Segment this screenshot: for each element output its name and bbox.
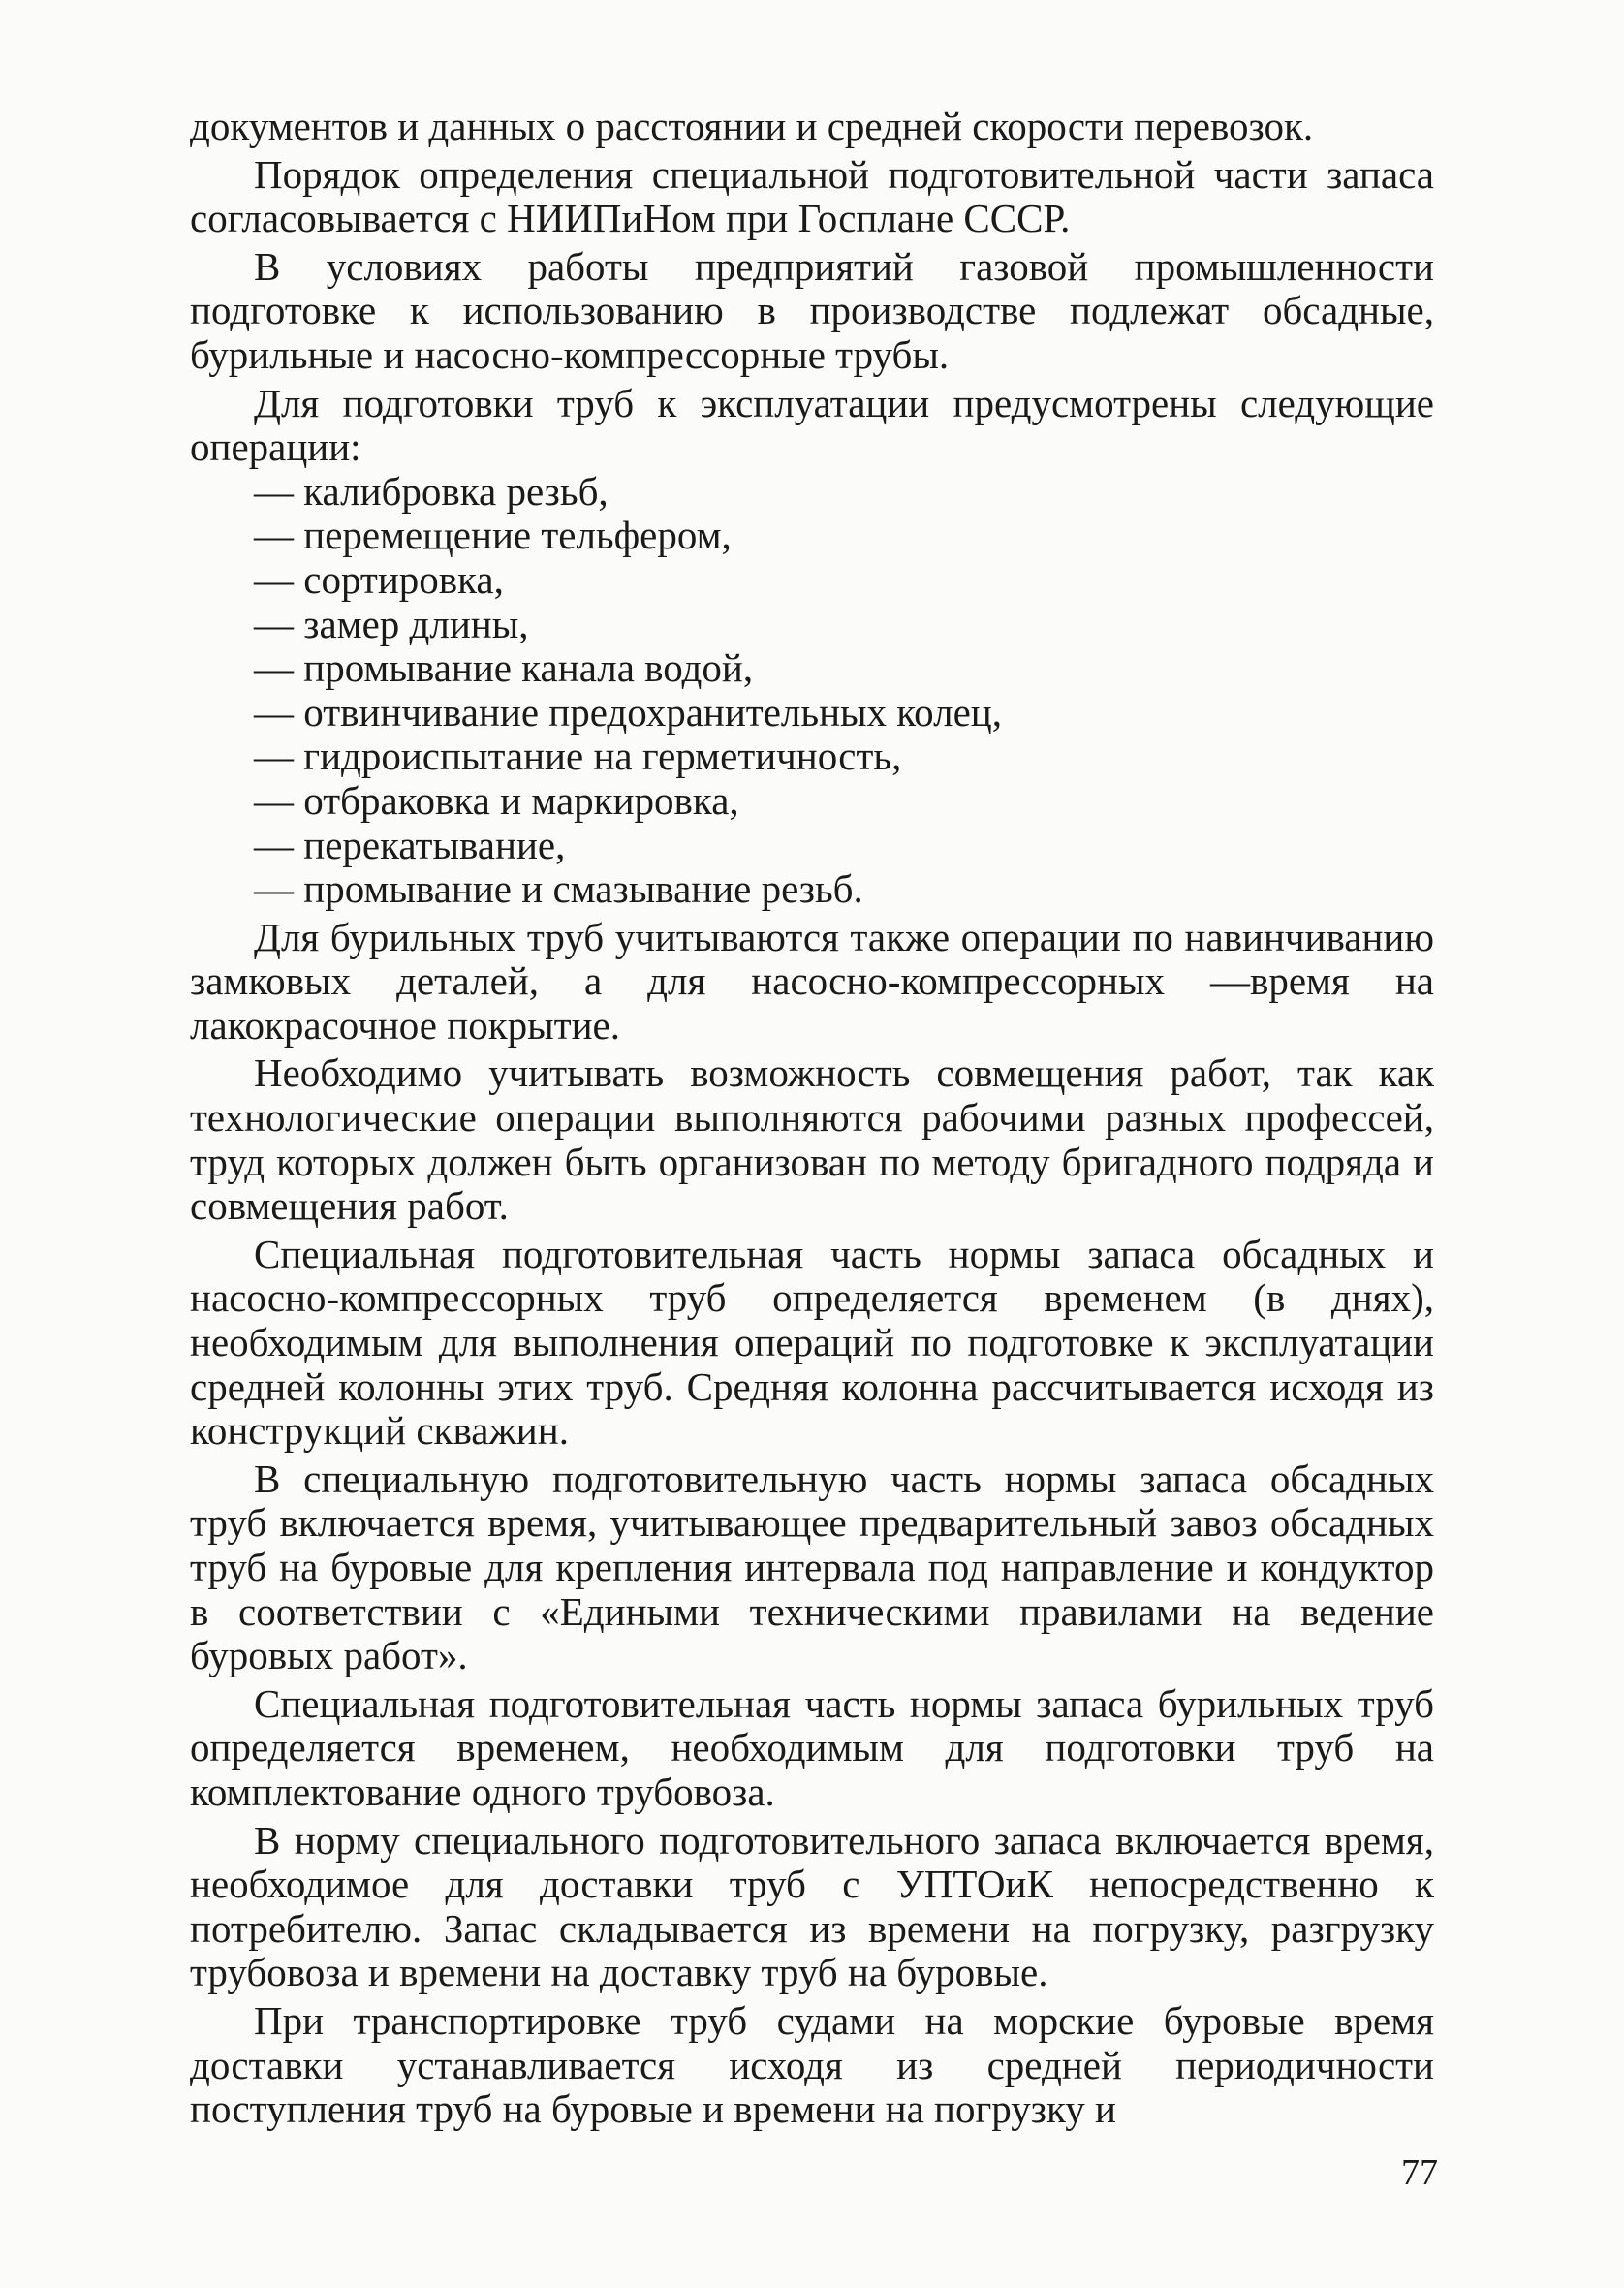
paragraph-drill-pipe-norm: Специальная подготовительная часть нормы запаса бурильных труб определяется временем, необходимым для подготовки труб на комплектование одного трубовоза.: [190, 1680, 1434, 1814]
operations-list: [190, 470, 1434, 912]
list-item: — отбраковка и маркировка,: [254, 779, 1434, 824]
list-item: — калибровка резьб,: [254, 470, 1434, 515]
list-item: — гидроиспытание на герметичность,: [254, 735, 1434, 779]
paragraph-sea-transport: При транспортировке труб судами на морские буровые время доставки устанавливается исходя из средней периодичности поступления труб на буровые и времени на погрузку и: [190, 1997, 1434, 2132]
paragraph-delivery-time: В норму специального подготовительного запаса включается время, необходимое для доставки труб с УПТОиК непосредственно к потребителю. Запас складывается из времени на погрузку, разгрузку трубовоза и времени на доставку труб на буровые.: [190, 1817, 1434, 1995]
text-column: [190, 105, 1434, 2132]
list-item: — замер длины,: [254, 603, 1434, 647]
page-number: 77: [1401, 2152, 1438, 2193]
list-item: — перемещение тельфером,: [254, 514, 1434, 558]
list-item: — сортировка,: [254, 558, 1434, 603]
list-item: — промывание и смазывание резьб.: [254, 867, 1434, 912]
paragraph-casing-tubing-norm: Специальная подготовительная часть нормы запаса обсадных и насосно-компрессорных труб определяется временем (в днях), необходимым для выполнения операций по подготовке к эксплуатации средней колонны этих труб. Средняя колонна рассчитывается исходя из конструкций скважин.: [190, 1231, 1434, 1454]
list-item: — перекатывание,: [254, 824, 1434, 868]
list-item: — отвинчивание предохранительных колец,: [254, 691, 1434, 736]
paragraph-drill-pipes: Для бурильных труб учитываются также операции по навинчиванию замковых деталей, а для насосно-компрессорных —время на лакокрасочное покрытие.: [190, 914, 1434, 1048]
paragraph-combined-work: Необходимо учитывать возможность совмещения работ, так как технологические операции выполняются рабочими разных професcей, труд которых должен быть организован по методу бригадного подряда и совмещения работ.: [190, 1050, 1434, 1229]
paragraph-order-definition: Порядок определения специальной подготовительной части запаса согласовывается с НИИПиНом при Госплане СССР.: [190, 151, 1434, 241]
paragraph-operations-intro: Для подготовки труб к эксплуатации предусмотрены следующие операции:: [190, 380, 1434, 470]
paragraph-continuation: документов и данных о расстоянии и средней скорости перевозок.: [190, 104, 1314, 148]
paragraph-casing-preliminary-delivery: В специальную подготовительную часть нормы запаса обсадных труб включается время, учитывающее предварительный завоз обсадных труб на буровые для крепления интервала под направление и кондуктор в соответствии с «Едиными техническими правилами на ведение буровых работ».: [190, 1456, 1434, 1678]
list-item: — промывание канала водой,: [254, 646, 1434, 691]
paragraph-gas-industry-conditions: В условиях работы предприятий газовой промышленности подготовке к использованию в производстве подлежат обсадные, бурильные и насосно-компрессорные трубы.: [190, 243, 1434, 377]
